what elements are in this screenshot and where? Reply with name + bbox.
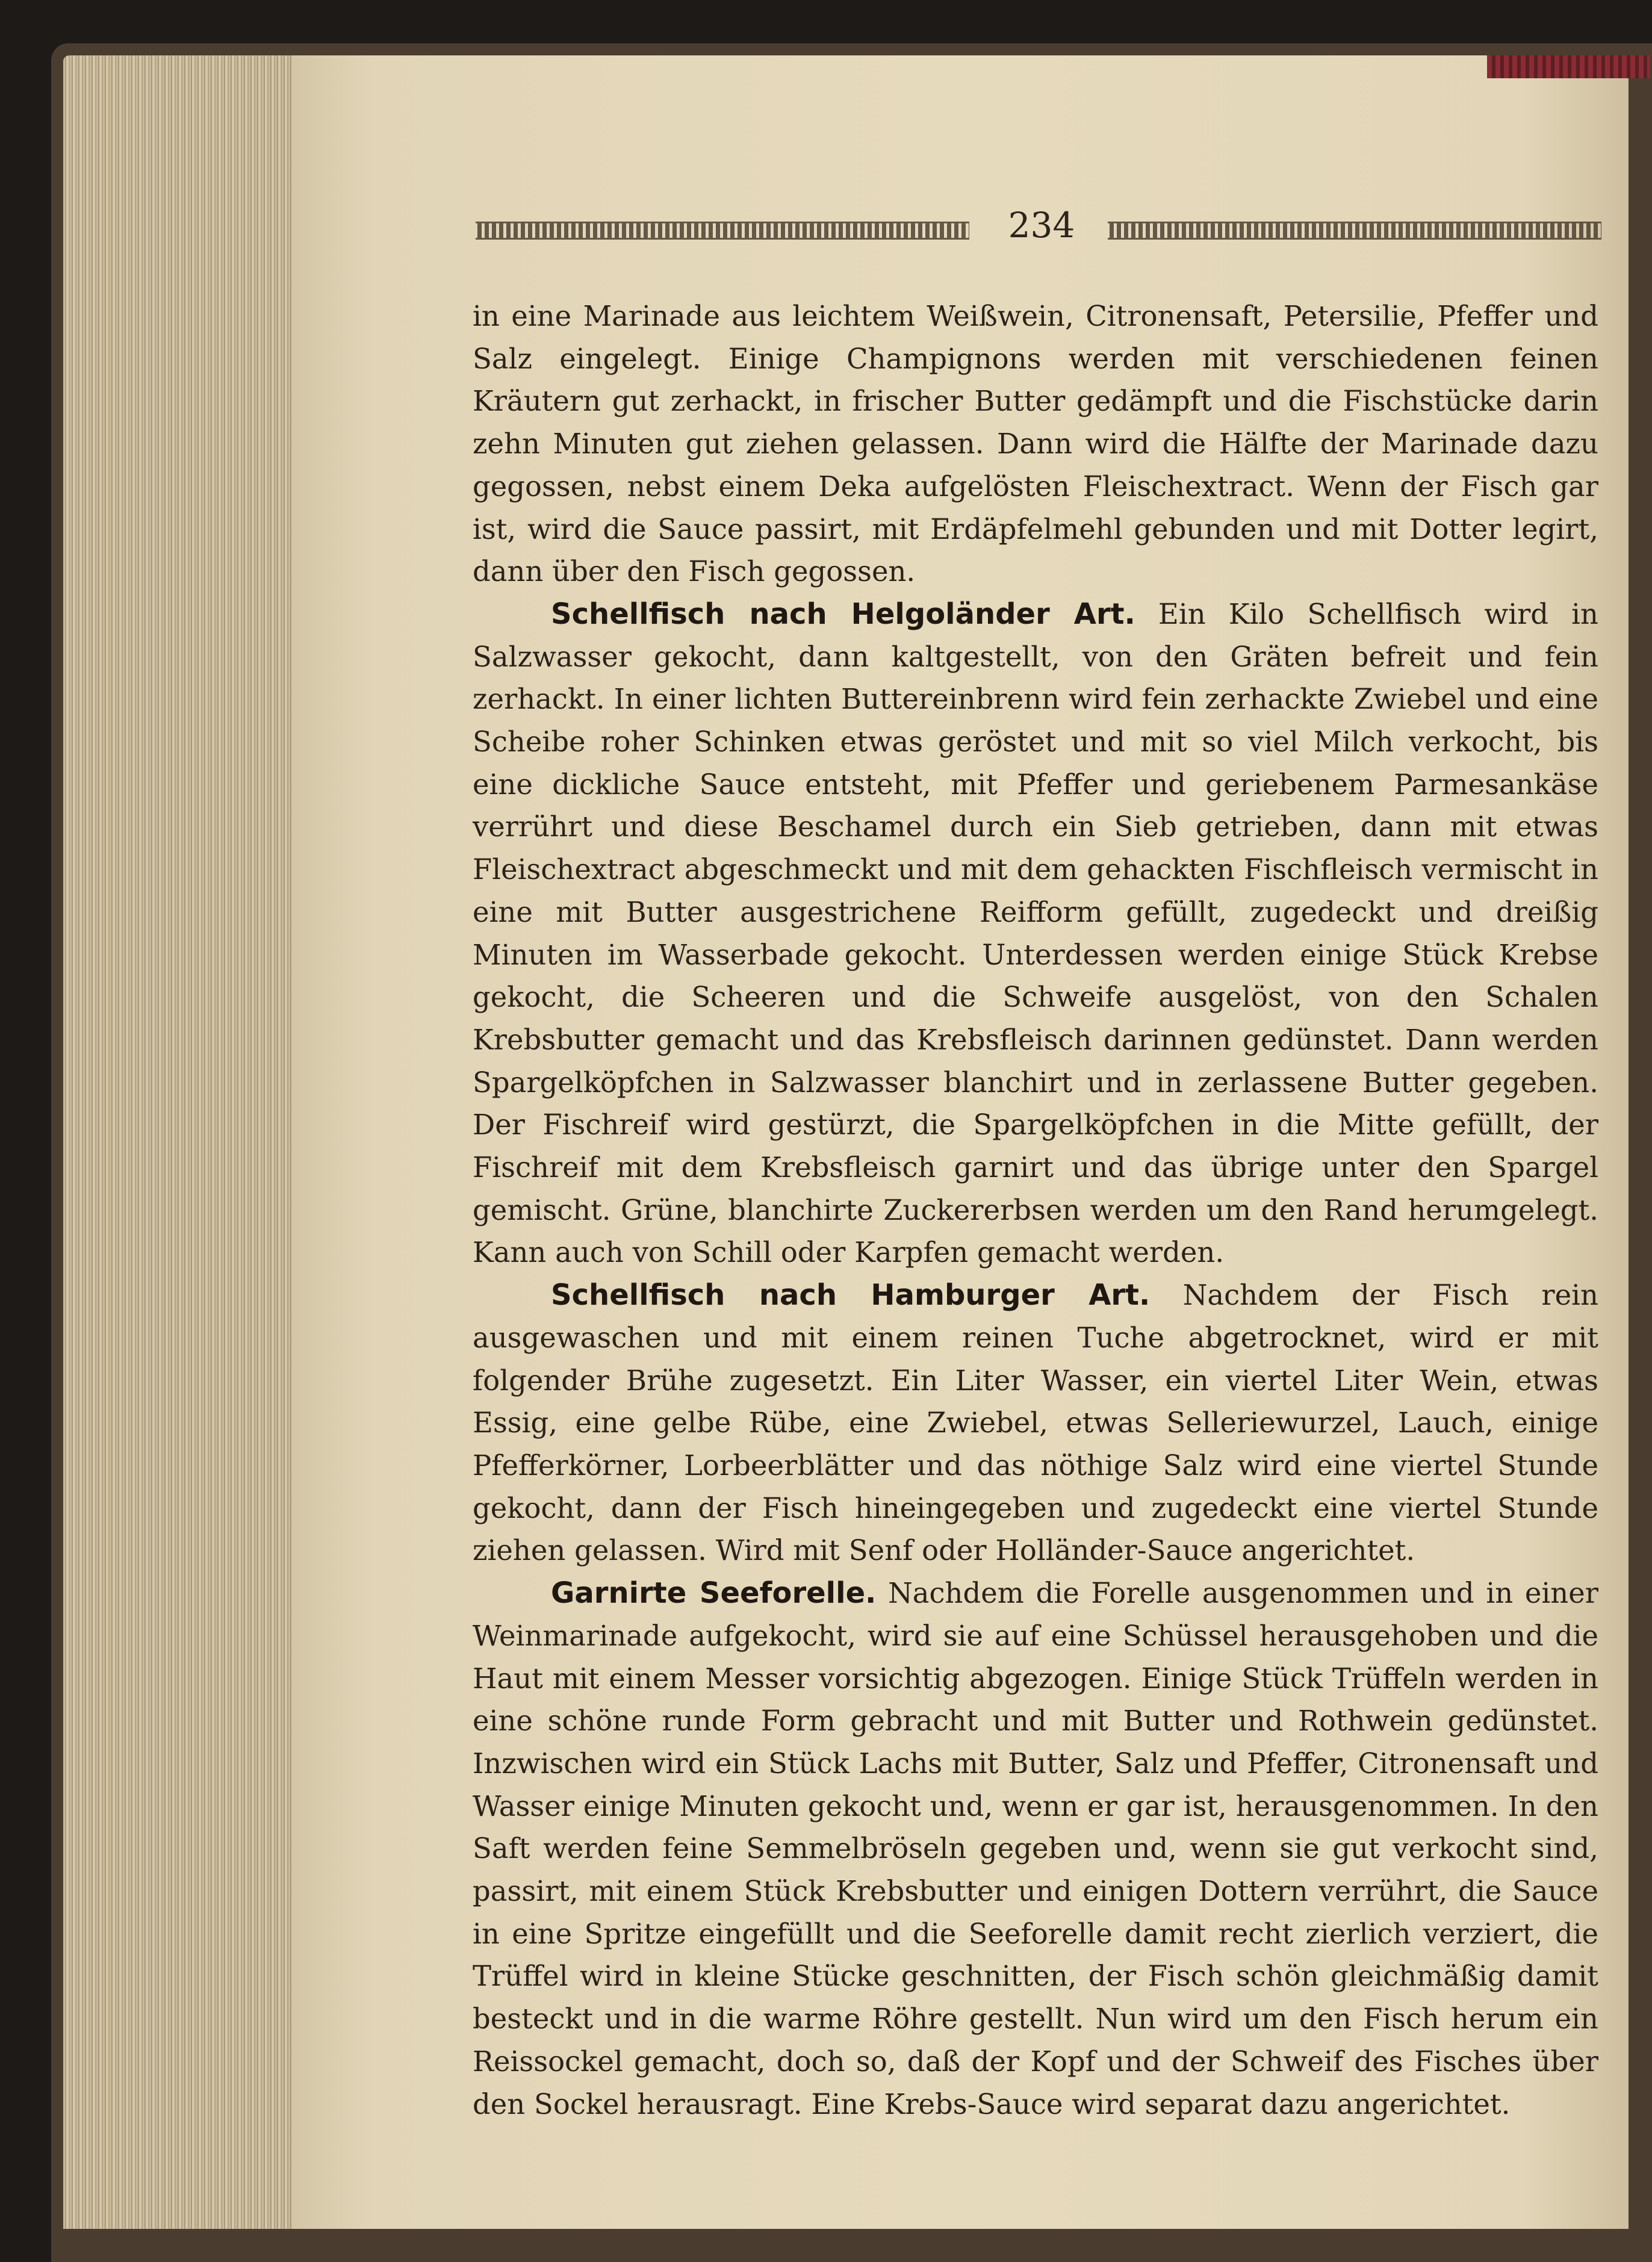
recipe-hamburger xyxy=(473,1274,1598,1572)
decorative-rule-left xyxy=(476,222,969,240)
recipe-title: Garnirte Seeforelle. xyxy=(551,1576,877,1611)
recipe-seeforelle xyxy=(473,1572,1598,2125)
recipe-title: Schellfisch nach Helgoländer Art. xyxy=(551,597,1135,631)
decorative-rule-right xyxy=(1108,222,1601,240)
paragraph-text: in eine Marinade aus leichtem Weißwein, Citronensaft, Petersilie, Pfeffer und Salz eingelegt. Einige Champignons werden mit verschiedenen feinen Kräutern gut zerhackt, in frischer Butter gedämpft und die Fischstücke darin zehn Minuten gut ziehen gelassen. Dann wird die Hälfte der Marinade dazu gegossen, nebst einem Deka aufgelösten Fleischextract. Wenn der Fisch gar ist, wird die Sauce passirt, mit Erdäpfelmehl gebunden und mit Dotter legirt, dann über den Fisch gegossen. xyxy=(473,300,1598,588)
recipe-title: Schellfisch nach Hamburger Art. xyxy=(551,1278,1150,1313)
paragraph-continuation xyxy=(473,295,1598,593)
page-edges xyxy=(63,55,298,2229)
page-number: 234 xyxy=(1008,205,1075,246)
recipe-text: Nachdem die Forelle ausgenommen und in einer Weinmarinade aufgekocht, wird sie auf eine Schüssel herausgehoben und die Haut mit einem Messer vorsichtig abgezogen. Einige Stück Trüffeln werden in eine schöne runde Form gebracht und mit Butter und Rothwein gedünstet. Inzwischen wird ein Stück Lachs mit Butter, Salz und Pfeffer, Citronensaft und Wasser einige Minuten gekocht und, wenn er gar ist, herausgenommen. In den Saft werden feine Semmelbröseln gegeben und, wenn sie gut verkocht sind, passirt, mit einem Stück Krebsbutter und einigen Dottern verrührt, die Sauce in eine Spritze eingefüllt und die Seeforelle damit recht zierlich verziert, die Trüffel wird in kleine Stücke geschnitten, der Fisch schön gleichmäßig damit besteckt und in die warme Röhre gestellt. Nun wird um den Fisch herum ein Reissockel gemacht, doch so, daß der Kopf und der Schweif des Fisches über den Sockel herausragt. Eine Krebs-Sauce wird separat dazu angerichtet. xyxy=(473,1577,1598,2121)
recipe-text: Nachdem der Fisch rein ausgewaschen und mit einem reinen Tuche abgetrocknet, wird er mit folgender Brühe zugesetzt. Ein Liter Wasser, ein viertel Liter Wein, etwas Essig, eine gelbe Rübe, eine Zwiebel, etwas Selleriewurzel, Lauch, einige Pfefferkörner, Lorbeerblätter und das nöthige Salz wird eine viertel Stunde gekocht, dann der Fisch hineingegeben und zugedeckt eine viertel Stunde ziehen gelassen. Wird mit Senf oder Holländer-Sauce angerichtet. xyxy=(473,1279,1598,1567)
bookmark-ribbon xyxy=(1487,55,1650,78)
page-body xyxy=(473,295,1598,2125)
recipe-text: Ein Kilo Schellfisch wird in Salzwasser gekocht, dann kaltgestellt, von den Gräten befreit und fein zerhackt. In einer lichten Buttereinbrenn wird fein zerhackte Zwiebel und eine Scheibe roher Schinken etwas geröstet und mit so viel Milch verkocht, bis eine dickliche Sauce entsteht, mit Pfeffer und geriebenem Parmesankäse verrührt und diese Beschamel durch ein Sieb getrieben, dann mit etwas Fleischextract abgeschmeckt und mit dem gehackten Fischfleisch vermischt in eine mit Butter ausgestrichene Reifform gefüllt, zugedeckt und dreißig Minuten im Wasserbade gekocht. Unterdessen werden einige Stück Krebse gekocht, die Scheeren und die Schweife ausgelöst, von den Schalen Krebsbutter gemacht und das Krebsfleisch darinnen gedünstet. Dann werden Spargelköpfchen in Salzwasser blanchirt und in zerlassene Butter gegeben. Der Fischreif wird gestürzt, die Spargelköpfchen in die Mitte gefüllt, der Fischreif mit dem Krebsfleisch garnirt und das übrige unter den Spargel gemischt. Grüne, blanchirte Zuckererbsen werden um den Rand herumgelegt. Kann auch von Schill oder Karpfen gemacht werden. xyxy=(473,597,1598,1269)
recipe-helgolaender xyxy=(473,593,1598,1274)
